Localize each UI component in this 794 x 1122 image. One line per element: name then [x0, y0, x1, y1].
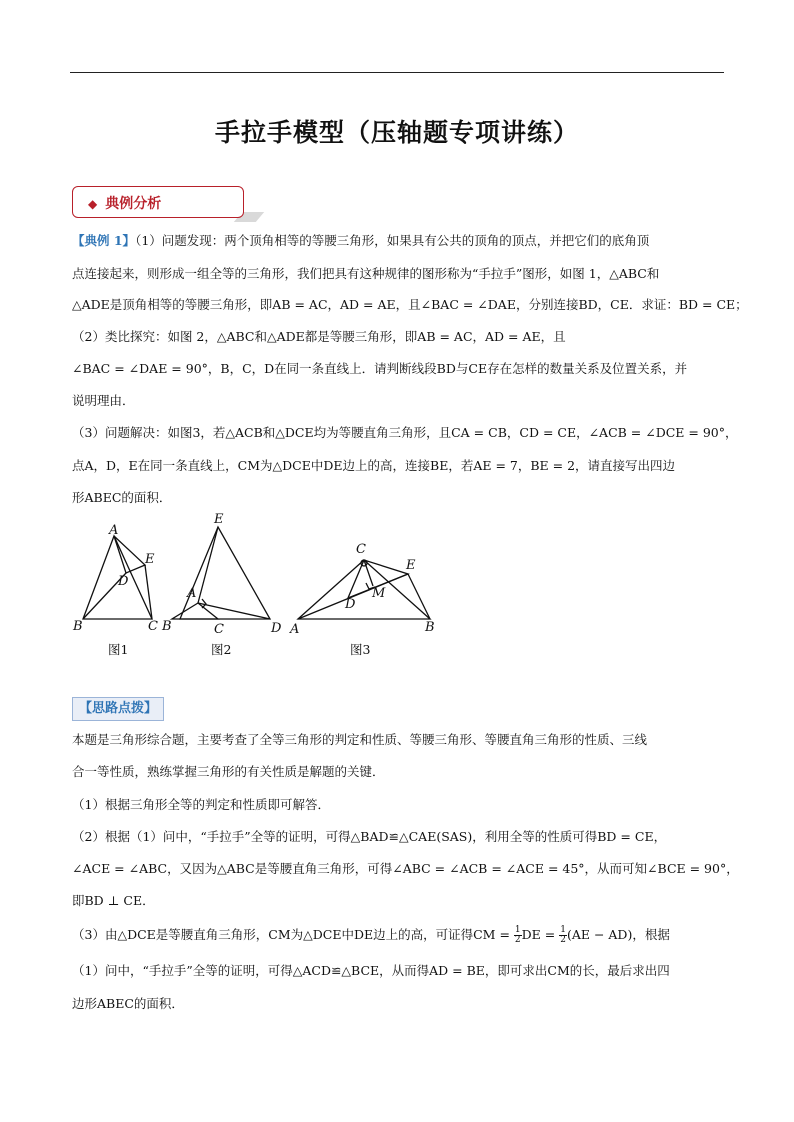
- fig2-triangle-ade: [180, 527, 270, 619]
- tip-line-6: 即BD ⊥ CE．: [72, 893, 155, 908]
- tip-tag: 【思路点拨】: [72, 697, 164, 721]
- example-line-9: 形ABEC的面积．: [72, 490, 172, 505]
- fig1-label: C: [148, 619, 158, 634]
- example-line-5: ∠BAC = ∠DAE = 90°，B，C，D在同一条直线上．请判断线段BD与CE存在怎样的数量关系及位置关系，并: [72, 361, 688, 376]
- figure-caption: 图1: [108, 642, 129, 657]
- fig2-segment-ad: [198, 603, 270, 619]
- fig3-label: D: [345, 597, 356, 612]
- example-line-7: （3）问题解决：如图3，若△ACB和△DCE均为等腰直角三角形，且CA = CB，CD = CE，∠ACB = ∠DCE = 90°，: [72, 425, 738, 440]
- fig3-label: B: [425, 620, 435, 635]
- example-line-2: 点连接起来，则形成一组全等的三角形，我们把具有这种规律的图形称为“手拉手”图形，如图 1，△ABC和: [72, 266, 660, 281]
- fraction-half: $\frac{1}{2}$: [560, 925, 566, 945]
- fig3-right-angle-mark: [361, 560, 367, 566]
- fig2-label: C: [214, 622, 224, 637]
- fig3-altitude-cm: [364, 560, 373, 586]
- figure-caption: 图3: [350, 642, 371, 657]
- tip-line-2: 合一等性质，熟练掌握三角形的有关性质是解题的关键．: [72, 764, 385, 779]
- figure-2: [172, 527, 270, 619]
- fig1-label: E: [145, 552, 155, 567]
- tip-line-4: （2）根据（1）问中，“手拉手”全等的证明，可得△BAD≌△CAE(SAS)，利用全等的性质可得BD = CE，: [72, 829, 667, 844]
- fig2-triangle-abc: [172, 603, 218, 619]
- fig3-label: E: [406, 558, 416, 573]
- fig2-right-angle: [202, 599, 206, 608]
- tip-line-8: （1）问中，“手拉手”全等的证明，可得△ACD≌△BCE，从而得AD = BE，即可求出CM的长，最后求出四: [72, 963, 670, 978]
- example-tag: 【典例 1】: [72, 233, 136, 248]
- example-line-3: △ADE是顶角相等的等腰三角形，即AB = AC，AD = AE，且∠BAC = ∠DAE，分别连接BD，CE．求证：BD = CE；: [72, 297, 748, 312]
- section-label: 典例分析: [105, 196, 162, 212]
- fig3-label: C: [356, 542, 366, 557]
- figure-caption: 图2: [211, 642, 232, 657]
- fig2-label: E: [214, 512, 224, 527]
- fig3-label: A: [290, 622, 300, 637]
- fig1-label: D: [118, 574, 129, 589]
- fig2-label: D: [271, 621, 282, 636]
- example-line-4: （2）类比探究：如图 2，△ABC和△ADE都是等腰三角形，即AB = AC，AD = AE，且: [72, 329, 566, 344]
- tip-line-9: 边形ABEC的面积．: [72, 996, 184, 1011]
- tip-line-3: （1）根据三角形全等的判定和性质即可解答．: [72, 797, 330, 812]
- tip-line-7: （3）由△DCE是等腰直角三角形，CM为△DCE中DE边上的高，可证得CM = $\frac{1}{2}$ DE = $\frac{1}{2}$ (AE − AD)，根据: [72, 925, 670, 945]
- fig1-triangle-ade: [114, 536, 145, 573]
- example-line-6: 说明理由．: [72, 393, 135, 408]
- diamond-icon: ◆: [88, 197, 98, 211]
- page-title: 手拉手模型（压轴题专项讲练）: [214, 118, 579, 147]
- fig1-label: A: [109, 523, 119, 538]
- fig1-segment-ce: [145, 565, 152, 619]
- fig2-segment-ae: [198, 527, 218, 603]
- fig1-label: B: [73, 619, 83, 634]
- example-line-8: 点A，D，E在同一条直线上，CM为△DCE中DE边上的高，连接BE，若AE = 7，BE = 2，请直接写出四边: [72, 458, 676, 473]
- fig2-label: B: [162, 619, 172, 634]
- example-line-1: 【典例 1】（1）问题发现：两个顶角相等的等腰三角形，如果具有公共的顶角的顶点，并把它们的底角顶: [72, 233, 650, 248]
- fig3-segment-be: [408, 574, 430, 619]
- header-rule: [70, 72, 724, 73]
- fraction-half: $\frac{1}{2}$: [514, 925, 521, 945]
- tip-line-5: ∠ACE = ∠ABC，又因为△ABC是等腰直角三角形，可得∠ABC = ∠ACB = ∠ACE = 45°，从而可知∠BCE = 90°，: [72, 861, 739, 876]
- section-header: [88, 193, 161, 213]
- fig3-label: M: [372, 586, 386, 601]
- tip-line-1: 本题是三角形综合题，主要考查了全等三角形的判定和性质、等腰三角形、等腰直角三角形的性质、三线: [72, 732, 648, 747]
- fig2-label: A: [187, 586, 197, 601]
